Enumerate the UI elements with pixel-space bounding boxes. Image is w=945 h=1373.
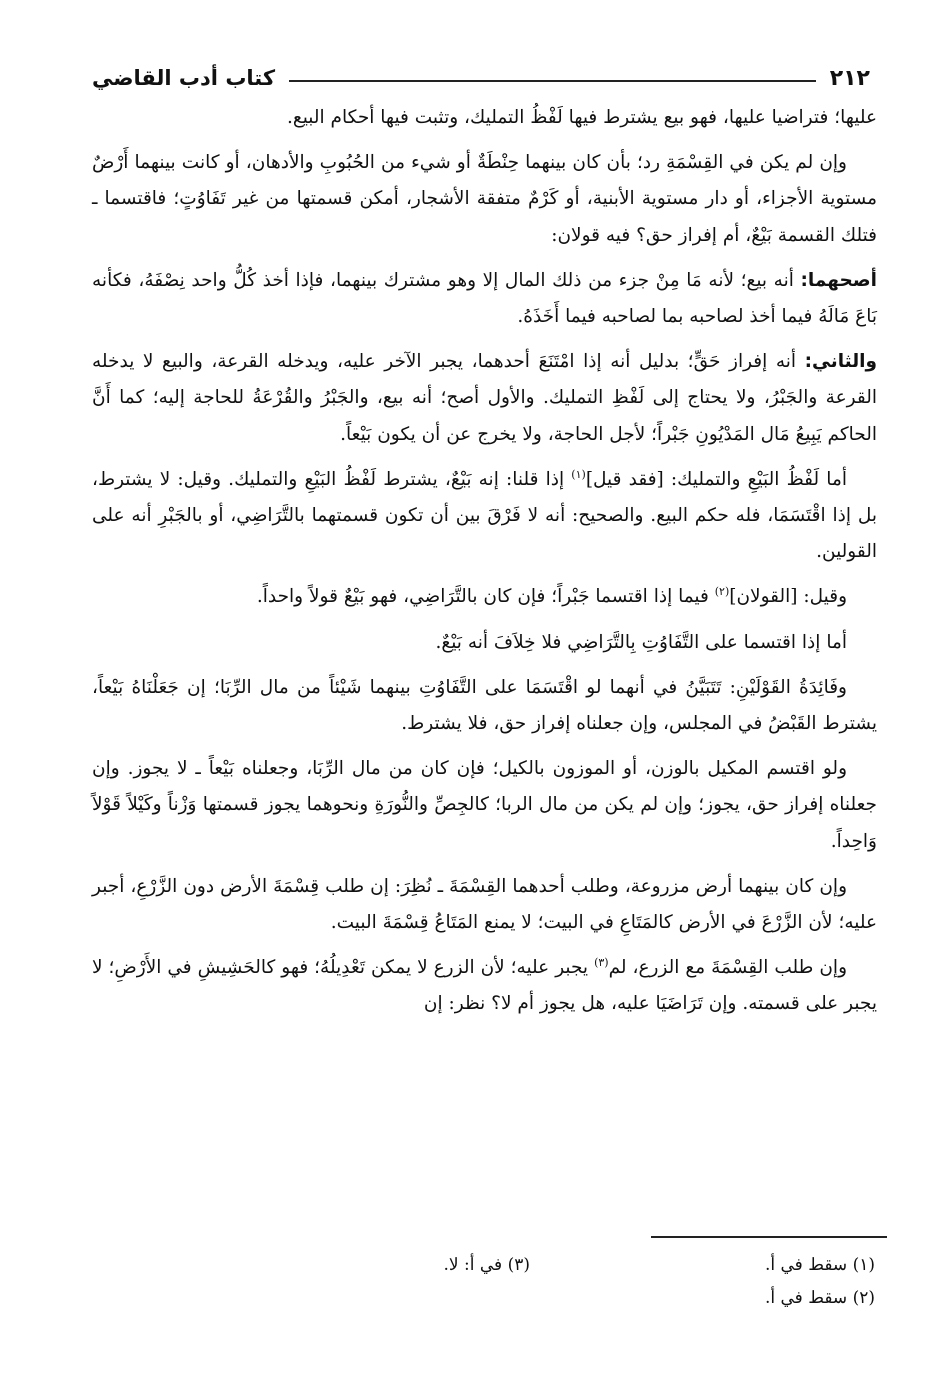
header-rule (289, 80, 816, 82)
paragraph: أما لَفْظُ البَيْعِ والتمليك: [فقد قيل]$^{(١)}$ إذا قلنا: إنه بَيْعٌ، يشترط لَفْظُ البَيْعِ والتمليك. وقيل: لا يشترط، بل إذا اقْتَسَمَا، فله حكم البيع. والصحيح: أنه لا فَرْقَ بين أن تكون قسمتهما بالتَّرَاضِي، أو بالجَبْرِ أنه على القولين. (92, 467, 877, 563)
footnote-2: (٢) سقط في أ. (764, 1288, 875, 1308)
footnote-rule (651, 1236, 887, 1238)
footnote-1: (١) سقط في أ. (764, 1255, 875, 1275)
page-number: ٢١٢ (829, 65, 870, 91)
paragraph: ولو اقتسم المكيل بالوزن، أو الموزون بالكيل؛ فإن كان من مال الرِّبَا، وجعلناه بَيْعاً ـ لا يجوز. وإن جعلناه إفراز حق، يجوز؛ وإن لم يكن من مال الربا؛ كالجِصِّ والنُّورَةِ ونحوهما يجوز قسمتها وَزْناً وكَيْلاً قَوْلاً وَاحِداً. (92, 758, 877, 852)
footnote-row (330, 1282, 875, 1315)
paragraph: عليها؛ فتراضيا عليها، فهو بيع يشترط فيها لَفْظُ التمليك، وتثبت فيها أحكام البيع. (286, 107, 877, 128)
paragraph: وقيل: [القولان]$^{(٢)}$ فيما إذا اقتسما جَبْراً؛ فإن كان بالتَّرَاضِي، فهو بَيْعٌ قولاً واحداً. (256, 585, 847, 608)
paragraph-lead: والثاني: (804, 351, 877, 373)
footnote-ref[interactable]: (٣) (594, 956, 609, 970)
paragraph: أما إذا اقتسما على التَّفَاوُتِ بِالتَّرَاضِي فلا خِلاَفَ أنه بَيْعٌ. (435, 631, 847, 653)
paragraph: وإن طلب القِسْمَةَ مع الزرع، لم$^{(٣)}$ يجبر عليه؛ لأن الزرع لا يمكن تَعْدِيلُهُ؛ فهو كالحَشِيشِ في الأَرْضِ؛ لا يجبر على قسمته. وإن تَرَاضَيَا عليه، هل يجوز أم لا؟ نظر: إن (92, 956, 877, 1015)
footnote-ref[interactable]: (٢) (714, 585, 730, 599)
footnote-ref[interactable]: (١) (571, 467, 586, 481)
paragraph: وإن لم يكن في القِسْمَةِ رد؛ بأن كان بينهما حِنْطَةٌ أو شيء من الحُبُوبِ والأدهان، أو كانت بينهما أَرْضٌ مستوية الأجزاء، أو دار مستوية الأبنية، أو كَرْمٌ متفقة الأشجار، أمكن قسمتها من غير تَفَاوُتٍ؛ فاقتسما ـ فتلك القسمة بَيْعٌ، أم إفراز حق؟ فيه قولان: (92, 152, 877, 246)
book-title: كتاب أدب القاضي (92, 66, 276, 90)
paragraph: أصحهما: أنه بيع؛ لأنه مَا مِنْ جزء من ذلك المال إلا وهو مشترك بينهما، فإذا أخذ كُلُّ واحد نِصْفَهُ، فكأنه بَاعَ مَالَهُ فيما أخذ لصاحبه بما لصاحبه فيما أَخَذَهُ. (92, 269, 877, 328)
paragraph: وفَائِدَةُ القَوْلَيْنِ: تَتَبَيَّنُ في أنهما لو اقْتَسَمَا على التَّفَاوُتِ بينهما شَيْئاً من مال الرِّبَا؛ إن جَعَلْنَاهُ بَيْعاً، يشترط القَبْضُ في المجلس، وإن جعلناه إفراز حق، فلا يشترط. (92, 676, 877, 735)
main-text (92, 100, 877, 1032)
footnote-row (330, 1249, 875, 1282)
paragraph-lead: أصحهما: (800, 269, 877, 291)
footnote-3: (٣) في أ: لا. (443, 1255, 530, 1275)
footnotes (330, 1249, 875, 1315)
paragraph: والثاني: أنه إفراز حَقٍّ؛ بدليل أنه إذا امْتَنَعَ أحدهما، يجبر الآخر عليه، ويدخله القرعة، والبيع لا يدخله القرعة والجَبْرُ، ولا يحتاج إلى لَفْظِ التمليك. والأول أصح؛ أنه بيع، والجَبْرُ والقُرْعَةُ للحاجة إليه؛ كما أَنَّ الحاكم يَبِيعُ مَال المَدْيُونِ جَبْراً؛ لأجل الحاجة، ولا يخرج عن أن يكون بَيْعاً. (92, 351, 877, 445)
running-header (92, 58, 870, 98)
paragraph: وإن كان بينهما أرض مزروعة، وطلب أحدهما القِسْمَةَ ـ نُظِرَ: إن طلب قِسْمَةَ الأرض دون الزَّرْعِ، أجبر عليه؛ لأن الزَّرْعَ في الأرض كالمَتَاعِ في البيت؛ لا يمنع المَتَاعُ قِسْمَةَ البيت. (92, 875, 877, 934)
